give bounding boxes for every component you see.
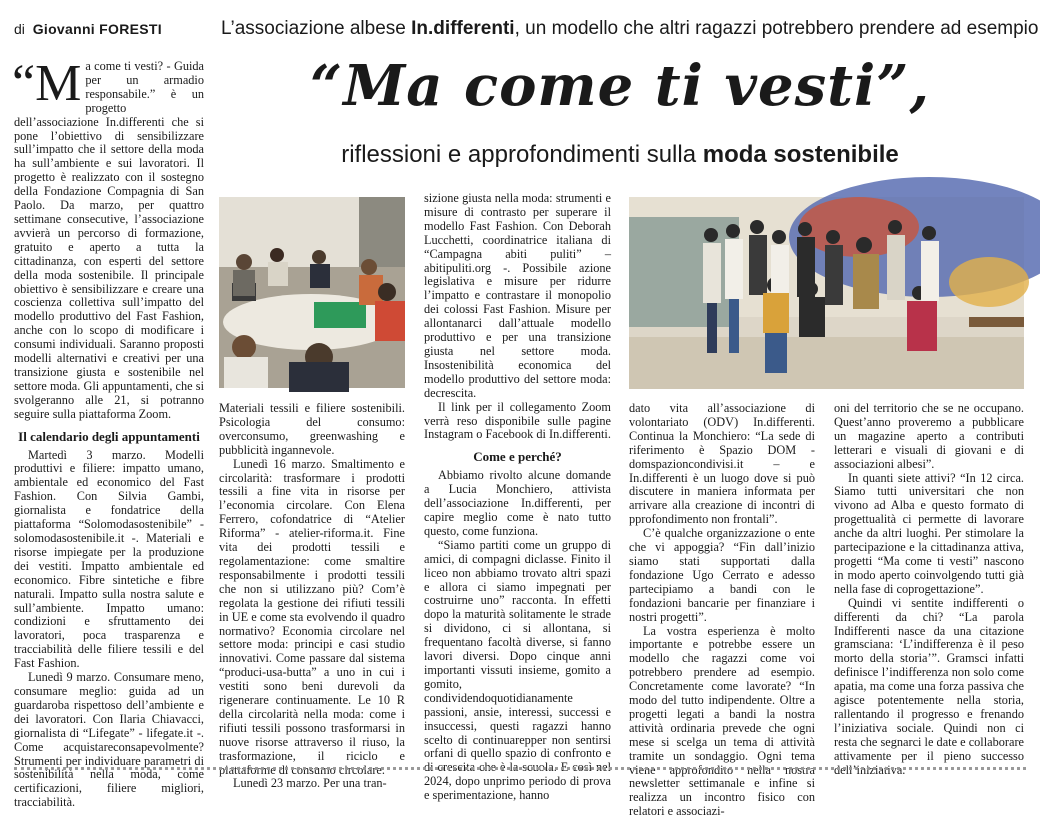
column-5 bbox=[834, 402, 1024, 762]
kicker-before: L’associazione albese bbox=[221, 18, 411, 39]
subhead-before: riflessioni e approfondimenti sulla bbox=[341, 141, 703, 168]
paragraph: dato vita all’associazione di volontariato (ODV) In.differenti. Continua la Monchiero: “La sede di riferimento è Spazio DOM - domspazioncondivisi.it – e In.differenti è un luogo dove si può discutere in maniera informata per arrivare alla creazione di incontri di pprofondimento non frontali”. bbox=[629, 402, 815, 527]
photo-group-portrait bbox=[629, 197, 1024, 389]
subhead bbox=[200, 141, 1040, 169]
paragraph: Quindi vi sentite indifferenti o differenti da chi? “La parola Indifferenti nasce da una citazione gramsciana: ‘L’indifferenza è il peso morto della storia’”. Gramsci infatti definisce l’indifferenza non solo come apatia, ma come una forza passiva che agisce potentemente nella storia, rallentando il progresso e frenando l’iniziativa sociale. Quindi non ci resta che segnarci le date e collaborare attivamente per il pieno successo dell’iniziativa. bbox=[834, 597, 1024, 778]
paragraph: Martedì 3 marzo. Modelli produttivi e filiere: impatto umano, ambientale ed economico del Fast Fashion. Con Silvia Gambi, giornalista e fondatrice della piattaforma “Solomodasostenibile” - solomodasostenibile.it -. Materiali e risorse impiegate per la produzione dei vestiti. Impatto ambientale ed economico. Fibre sintetiche e fibre naturali. Impatto sulla nostra salute e sull’ambiente. Impatto umano: condizioni e sfruttamento dei lavoratori, poca trasparenza e tracciabilità delle filiere tessili e del Fast Fashion. bbox=[14, 449, 204, 672]
subhead-bold: moda sostenibile bbox=[703, 141, 899, 168]
column-3 bbox=[424, 192, 611, 762]
paragraph: Lunedì 9 marzo. Consumare meno, consumare meglio: guida ad un guardaroba rispettoso dell’ambiente e dei lavoratori. Con Ilaria Chiavacci, giornalista di “Lifegate” - lifegate.it -. Come acquistareconsapevolmente? Strumenti per individuare parametri di sostenibilità nella moda, come certificazioni, filiere migliori, tracciabilità. bbox=[14, 671, 204, 810]
kicker-name: In.differenti bbox=[411, 18, 514, 39]
section-title-calendar: Il calendario degli appuntamenti bbox=[14, 430, 204, 444]
photo-meeting bbox=[219, 197, 405, 388]
paragraph: La vostra esperienza è molto importante e potrebbe essere un modello che ragazzi come voi potrebbero prendere ad esempio. Concretamente come lavorate? “In modo del tutto indipendente. Oltre a progetti legati a bandi la nostra attività ordinaria prevede che ogni mese si scelga un tema di attività tramite un sondaggio. Ogni tema viene approfondito nella nostra newsletter settimanale e infine si realizza un incontro fisico con relatori e associazi- bbox=[629, 625, 815, 819]
drop-letter: M bbox=[35, 55, 81, 112]
paragraph: Il link per il collegamento Zoom verrà reso disponibile sulle pagine Instagram o Facebook di In.differenti. bbox=[424, 401, 611, 443]
paragraph: C’è qualche organizzazione o ente che vi appoggia? “Fin dall’inizio siamo stati supportati dalla fondazione Ugo Cerrato e adesso partecipiamo a bandi con le fondazioni bancarie per finanziare i nostri progetti”. bbox=[629, 527, 815, 624]
paragraph: Lunedì 16 marzo. Smaltimento e circolarità: trasformare i prodotti tessili a fine vita in risorse per l’economia circolare. Con Elena Ferrero, cofondatrice di “Atelier Riforma” - atelier-riforma.it. Fine vita dei prodotti tessili e regolamentazione: come smaltire responsabilmente i prodotti tessili che non si utilizzano più? Com’è regolata la gestione dei rifiuti tessili in UE e come sta evolvendo il quadro normativo? Economia circolare nel settore moda: principi e casi studio innovativi. Come passare dal sistema “produci-usa-butta” a uno in cui i vestiti sono beni durevoli da rigenerare continuamente. Le 10 R della circolarità nella moda: come i rifiuti tessili possono trasformarsi in nuove risorse attraverso il riuso, la trasformazione, il riciclo e piattaforme di consumo circolare. bbox=[219, 458, 405, 778]
paragraph: “Siamo partiti come un gruppo di amici, di compagni diclasse. Finito il liceo non abbiamo trovato altri spazi e allora ci siamo impegnati per costruirne uno” racconta. In effetti dopo la maturità solitamente le strade si dividono, ci si allontana, si frequentano facoltà diverse, si fanno lavori diversi. Dopo cinque anni importanti vissuti insieme, gomito a gomito, condividendoquotidianamente passioni, ansie, interessi, successi e insuccessi, questi ragazzi hanno scelto di continuarepper non sentirsi orfani di quello spazio di confronto e di crescita che è la scuola. E così nel 2024, dopo unprimo periodo di prova e sperimentazione, hanno bbox=[424, 539, 611, 803]
intro-paragraph bbox=[14, 60, 204, 422]
drop-cap bbox=[12, 62, 81, 106]
paragraph: In quanti siete attivi? “In 12 circa. Siamo tutti universitari che non vivono ad Alba e questo formato di progettualità ci permette di lavorare anche da altri luoghi. Per stimolare la partecipazione e la cittadinanza attiva, progetti “Ma come ti vesti” nascono in modo aperto coinvolgendo tutti già nella fase di coprogettazione”. bbox=[834, 472, 1024, 597]
drop-quote: “ bbox=[12, 55, 35, 112]
byline-prefix: di bbox=[14, 21, 25, 37]
column-2 bbox=[219, 402, 405, 762]
paragraph: Abbiamo rivolto alcune domande a Lucia Monchiero, attivista dell’associazione In.differenti, per capire meglio come è nato tutto questo, come funziona. bbox=[424, 469, 611, 539]
paragraph: sizione giusta nella moda: strumenti e misure di contrasto per superare il modello Fast Fashion. Con Deborah Lucchetti, coordinatrice italiana di “Campagna abiti puliti” – abitipuliti.org -. Possibile azione legislativa e misure per ridurre l’impatto e contrastare il monopolio dei colossi Fast Fashion. Misure per allontanarci dall’attuale modello produttivo e per una transizione giusta nel settore moda. Insostenibilità economica del modello produttivo del settore moda: decrescita. bbox=[424, 192, 611, 401]
intro-text: a come ti vesti? - Guida per un armadio responsabile.” è un progetto dell’associazione In.differenti che si pone l’obiettivo di sensibilizzare sull’impatto che il settore della moda ha sull’ambiente e sui lavoratori. Il progetto è realizzato con il sostegno della Fondazione Compagnia di San Paolo. Da marzo, per quattro settimane consecutive, l’associazione avvierà un percorso di formazione, gratuito e aperto a tutta la cittadinanza, con esperti del settore della moda sostenibile. Il principale obiettivo è sensibilizzare e creare una coscienza collettiva sull’impatto del modello produttivo del Fast Fashion, anche con lo scopo di modificare i consumi individuali. Saranno proposti modelli alternativi e creativi per una transizione giusta e sostenibile nel settore moda. Gli appuntamenti, che si svolgeranno alle 21, si potranno seguire sulla piattaforma Zoom. bbox=[14, 59, 204, 421]
kicker bbox=[221, 18, 1026, 40]
column-1 bbox=[14, 60, 204, 762]
byline-author: Giovanni FORESTI bbox=[33, 21, 162, 37]
bottom-dotted-rule bbox=[14, 767, 1026, 770]
column-4 bbox=[629, 402, 815, 762]
byline bbox=[14, 21, 162, 37]
paragraph: Lunedì 23 marzo. Per una tran- bbox=[219, 777, 405, 791]
section-title-interview: Come e perché? bbox=[424, 450, 611, 464]
paragraph: oni del territorio che se ne occupano. Quest’anno proveremo a pubblicare un magazine aperto a contributi letterari e visuali di giovani e di associazioni albesi”. bbox=[834, 402, 1024, 472]
kicker-after: , un modello che altri ragazzi potrebbero prendere ad esempio bbox=[515, 18, 1039, 39]
headline: “Ma come ti vesti”, bbox=[260, 56, 980, 116]
paragraph: Materiali tessili e filiere sostenibili. Psicologia del consumo: overconsumo, greenwashing e pubblicità ingannevole. bbox=[219, 402, 405, 458]
